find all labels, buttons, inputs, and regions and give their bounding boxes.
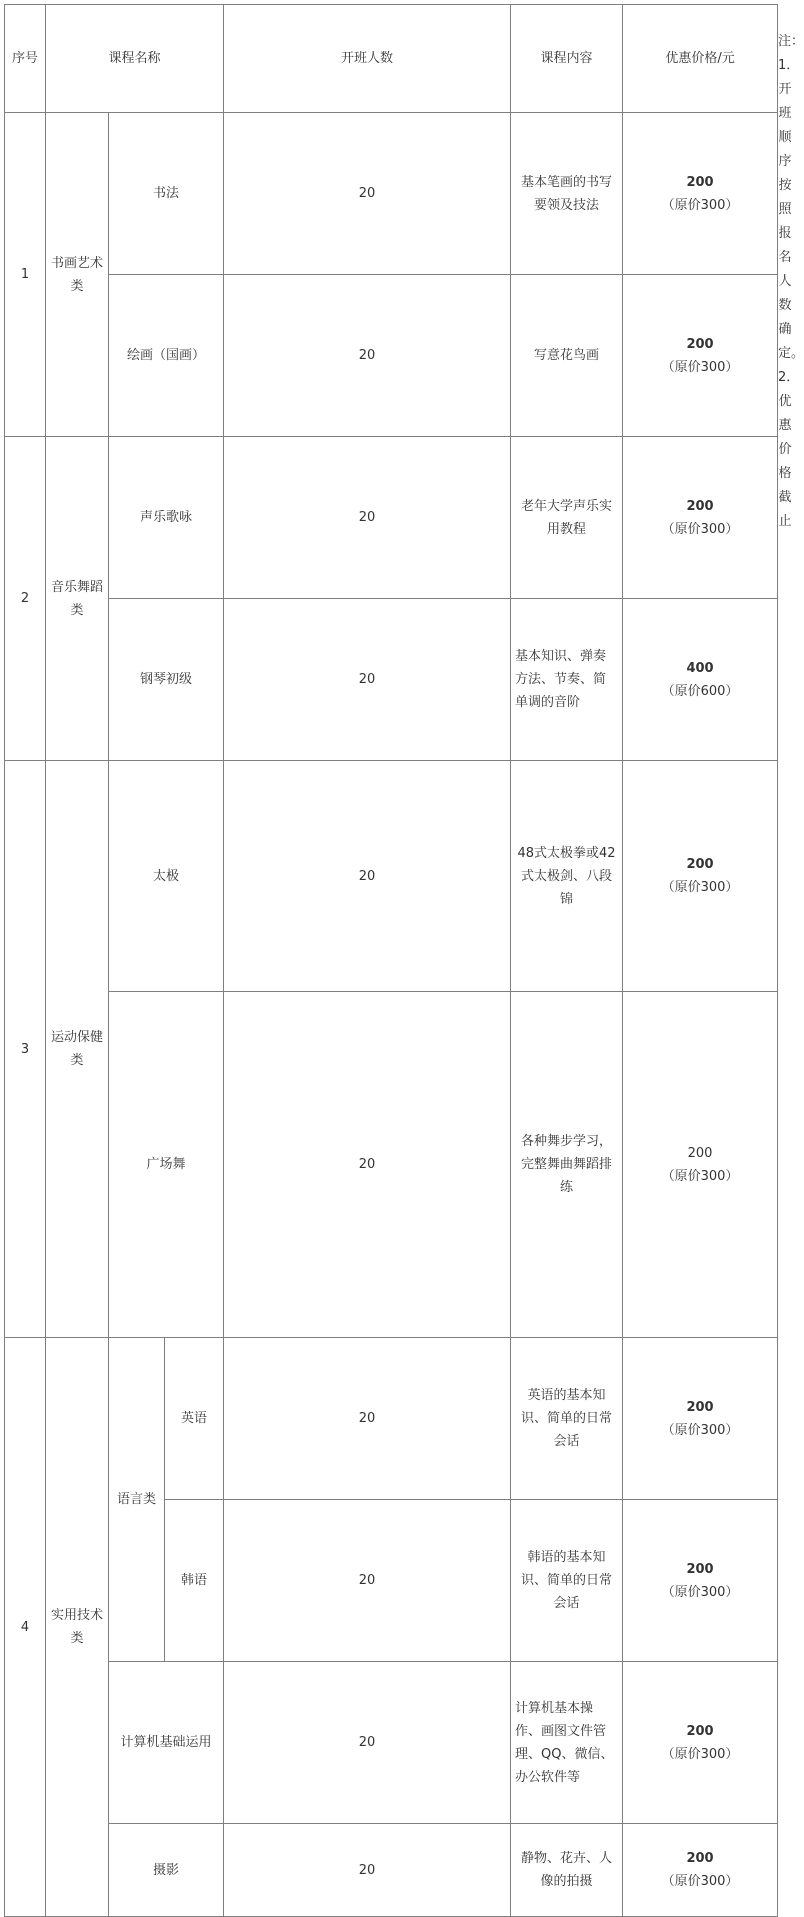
content-cell: 韩语的基本知识、简单的日常会话 — [511, 1500, 623, 1662]
table-row — [5, 599, 778, 761]
content-cell: 48式太极拳或42式太极剑、八段锦 — [511, 761, 623, 992]
price-original: （原价300） — [661, 880, 739, 895]
price-cell — [623, 275, 778, 437]
price-cell — [623, 599, 778, 761]
price-value: 200 — [686, 1723, 714, 1739]
content-cell: 老年大学声乐实用教程 — [511, 437, 623, 599]
count-cell: 20 — [224, 275, 511, 437]
course-cell: 钢琴初级 — [109, 599, 224, 761]
seq-cell: 4 — [5, 1338, 46, 1917]
price-cell — [623, 113, 778, 275]
price-cell — [623, 1824, 778, 1917]
seq-cell: 1 — [5, 113, 46, 437]
content-cell: 计算机基本操作、画图文件管理、QQ、微信、办公软件等 — [511, 1662, 623, 1824]
course-cell: 计算机基础运用 — [109, 1662, 224, 1824]
price-value: 200 — [686, 1399, 714, 1415]
table-row — [5, 992, 778, 1338]
table-row — [5, 1662, 778, 1824]
count-cell: 20 — [224, 437, 511, 599]
price-cell — [623, 992, 778, 1338]
seq-cell: 3 — [5, 761, 46, 1338]
content-cell: 英语的基本知识、简单的日常会话 — [511, 1338, 623, 1500]
price-value: 200 — [686, 857, 714, 872]
header-row — [5, 5, 778, 113]
category-cell: 运动保健类 — [46, 761, 109, 1338]
price-original: （原价300） — [661, 1168, 739, 1184]
header-course-name: 课程名称 — [46, 5, 224, 113]
course-cell: 书法 — [109, 113, 224, 275]
price-original: （原价600） — [661, 683, 739, 699]
count-cell: 20 — [224, 1500, 511, 1662]
course-cell: 摄影 — [109, 1824, 224, 1917]
price-original: （原价300） — [661, 1746, 739, 1762]
header-seq: 序号 — [5, 5, 46, 113]
header-count: 开班人数 — [224, 5, 511, 113]
price-cell — [623, 1338, 778, 1500]
price-cell — [623, 437, 778, 599]
course-cell: 绘画（国画） — [109, 275, 224, 437]
count-cell: 20 — [224, 761, 511, 992]
side-note: 注：1．开班顺序按照报名人数确定。2．优惠价格截止 — [778, 34, 804, 529]
price-original: （原价300） — [661, 1584, 739, 1600]
category-cell: 音乐舞蹈类 — [46, 437, 109, 761]
count-cell: 20 — [224, 1662, 511, 1824]
count-cell: 20 — [224, 1824, 511, 1917]
content-cell: 基本知识、弹奏方法、节奏、简单调的音阶 — [511, 599, 623, 761]
price-value: 200 — [686, 498, 714, 514]
table-row — [5, 1338, 778, 1500]
price-original: （原价300） — [661, 1874, 739, 1889]
table-row — [5, 761, 778, 992]
category-cell: 实用技术类 — [46, 1338, 109, 1917]
price-value: 400 — [686, 660, 714, 676]
price-value: 200 — [686, 174, 714, 190]
content-cell: 写意花鸟画 — [511, 275, 623, 437]
category-cell: 书画艺术类 — [46, 113, 109, 437]
content-cell: 基本笔画的书写要领及技法 — [511, 113, 623, 275]
price-cell — [623, 1662, 778, 1824]
table-row — [5, 113, 778, 275]
seq-cell: 2 — [5, 437, 46, 761]
count-cell: 20 — [224, 1338, 511, 1500]
header-price: 优惠价格/元 — [623, 5, 778, 113]
price-cell — [623, 761, 778, 992]
count-cell: 20 — [224, 113, 511, 275]
course-cell: 韩语 — [165, 1500, 224, 1662]
price-original: （原价300） — [661, 1422, 739, 1438]
table-row — [5, 437, 778, 599]
price-original: （原价300） — [661, 521, 739, 537]
content-cell: 静物、花卉、人像的拍摄 — [511, 1824, 623, 1917]
price-value: 200 — [687, 1145, 713, 1161]
table-row — [5, 275, 778, 437]
course-cell: 太极 — [109, 761, 224, 992]
course-cell: 声乐歌咏 — [109, 437, 224, 599]
count-cell: 20 — [224, 599, 511, 761]
table-row — [5, 1824, 778, 1917]
price-value: 200 — [686, 336, 714, 352]
price-cell — [623, 1500, 778, 1662]
course-cell: 广场舞 — [109, 992, 224, 1338]
price-value: 200 — [686, 1851, 714, 1866]
count-cell: 20 — [224, 992, 511, 1338]
price-original: （原价300） — [661, 359, 739, 375]
subcategory-cell: 语言类 — [109, 1338, 165, 1662]
price-original: （原价300） — [661, 197, 739, 213]
course-cell: 英语 — [165, 1338, 224, 1500]
content-cell: 各种舞步学习，完整舞曲舞蹈排练 — [511, 992, 623, 1338]
header-content: 课程内容 — [511, 5, 623, 113]
price-value: 200 — [686, 1561, 714, 1577]
course-table — [4, 4, 778, 1917]
